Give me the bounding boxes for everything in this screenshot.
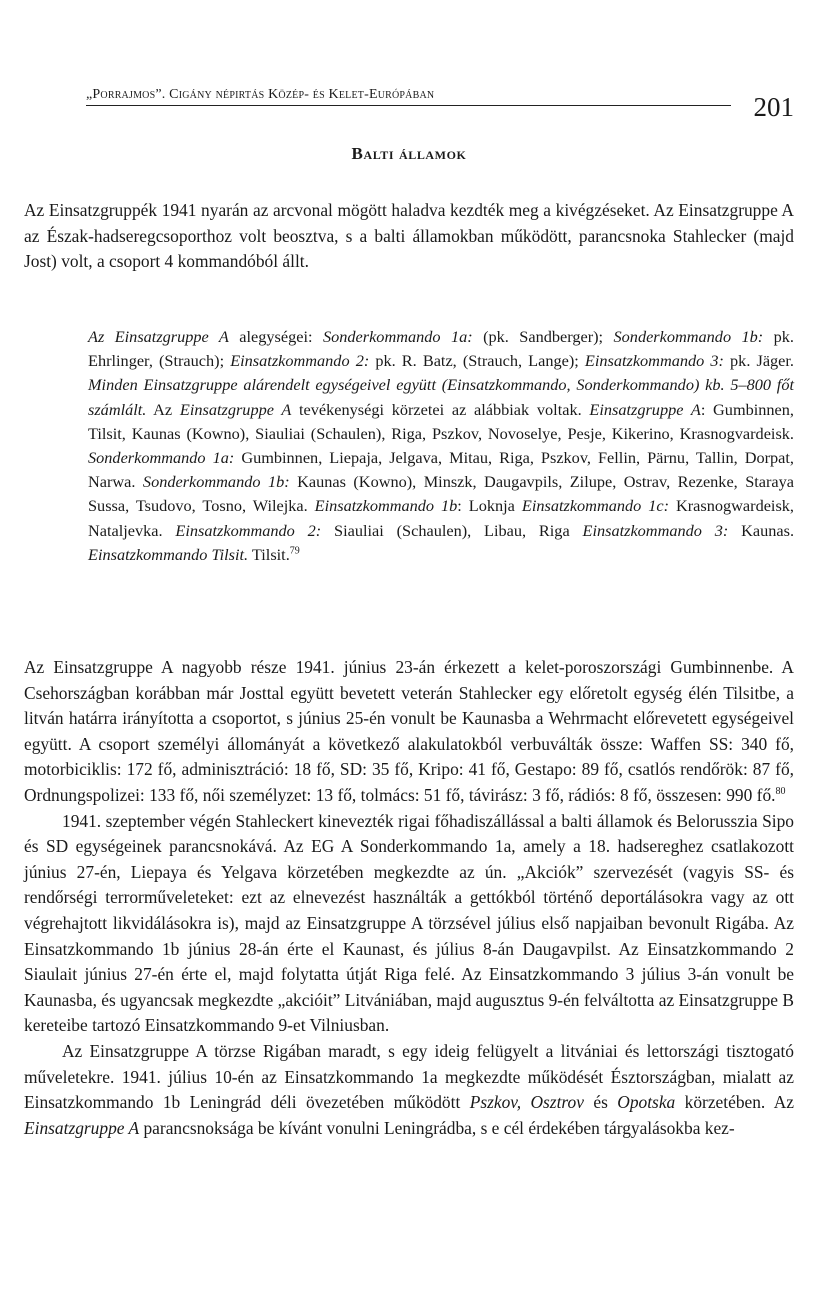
quote-text: : Gumbinnen, Tilsit, Kaunas (Kowno), Siauliai (Schaulen), Riga, Pszkov, Novoselye, Pesje, Kikerino, Krasnogvardeisk. bbox=[88, 399, 794, 443]
paragraph-intro: Az Einsatzgruppék 1941 nyarán az arcvonal mögött haladva kezdték meg a kivégzéseket. Az Einsatzgruppe A az Észak-hadseregcsoporthoz volt beosztva, s a balti államokban működött, parancsnoka Stahlecker (majd Jost) volt, a csoport 4 kommandóból állt. bbox=[24, 200, 794, 272]
page-number: 201 bbox=[753, 92, 794, 122]
footnote-ref: 80 bbox=[775, 786, 786, 798]
main-text bbox=[24, 655, 794, 1141]
text-run: és bbox=[583, 1092, 618, 1113]
text-run: Az Einsatzgruppe A törzse Rigában maradt, s egy ideig felügyelt a litvániai és lettországi tisztogató műveletekre. 1941. július 10-én az Einsatzkommando 1a megkezdte működését Észtországban, mialatt az Einsatzkommando 1b Leningrád déli övezetében működött bbox=[24, 1040, 794, 1113]
quote-italic: Minden Einsatzgruppe alárendelt egységeivel együtt (Einsatzkommando, Sonderkommando) kb. 5–800 főt számlált. bbox=[88, 375, 794, 419]
paragraph-arrival bbox=[24, 655, 794, 809]
quote-text: Az bbox=[146, 399, 180, 419]
block-quote-unit-list bbox=[88, 325, 794, 567]
quote-text: Gumbinnen, Liepaja, Jelgava, Mitau, Riga, Pszkov, Fellin, Pärnu, Tallin, Dorpat, Narwa. bbox=[88, 448, 794, 492]
text-run: körzetében. Az bbox=[675, 1092, 794, 1113]
quote-italic: Einsatzkommando 2: bbox=[175, 520, 322, 540]
quote-text: pk. Jäger. bbox=[723, 351, 795, 371]
paragraph-staff bbox=[24, 1039, 794, 1141]
quote-italic: Einsatzkommando 3: bbox=[584, 351, 724, 371]
quote-italic: Einsatzgruppe A bbox=[179, 399, 292, 419]
quote-text: Kaunas. bbox=[728, 520, 795, 540]
quote-text: Siauliai (Schaulen), Libau, Riga bbox=[321, 520, 583, 540]
text-run: parancsnoksága be kívánt vonulni Leningrádba, s e cél érdekében tárgyalásokba kez- bbox=[139, 1117, 735, 1138]
quote-text: (pk. Sandberger); bbox=[472, 327, 614, 346]
quote-text: : Loknja bbox=[457, 496, 522, 516]
quote-text: Kaunas (Kowno), Minszk, Daugavpils, Zilupe, Ostrav, Rezenke, Staraya Sussa, Tsudovo, Tosno, Wilejka. bbox=[88, 472, 795, 516]
running-title: „Porrajmos”. Cigány népirtás Közép- és Kelet-Európában bbox=[86, 87, 731, 106]
quote-italic: Einsatzkommando 2: bbox=[230, 351, 370, 371]
quote-text: tevékenységi körzetei az alábbiak voltak. bbox=[291, 399, 590, 419]
quote-italic: Sonderkommando 1a: bbox=[88, 448, 235, 468]
quote-text: pk. Ehrlinger, (Strauch); bbox=[88, 327, 794, 371]
quote-text: Krasnogwardeisk, Nataljevka. bbox=[88, 496, 795, 540]
quote-italic: Sonderkommando 1b: bbox=[613, 327, 764, 346]
section-title: Balti államok bbox=[351, 144, 467, 163]
quote-italic: Sonderkommando 1b: bbox=[142, 472, 290, 492]
quote-text: alegységei: bbox=[228, 327, 323, 346]
quote-italic: Einsatzkommando 1c: bbox=[521, 496, 670, 516]
quote-text: pk. R. Batz, (Strauch, Lange); bbox=[369, 351, 585, 371]
running-header bbox=[86, 87, 794, 106]
quote-italic: Sonderkommando 1a: bbox=[322, 327, 473, 346]
book-page bbox=[24, 0, 794, 1303]
quote-text: Tilsit. bbox=[248, 544, 290, 564]
quote-italic: Az Einsatzgruppe A bbox=[88, 327, 229, 346]
place-italic: Pszkov, Osztrov bbox=[469, 1092, 584, 1113]
paragraph-arrival-text: Az Einsatzgruppe A nagyobb része 1941. június 23-án érkezett a kelet-poroszországi Gumbinnenbe. A Csehországban korábban már Josttal együtt bevetett veterán Stahlecker egy előretolt egység élén Tilsitbe, a litván határra irányította a csoportot, s június 25-én vonult be Kaunasba a Wehrmacht előrevetett egységeivel együtt. A csoport személyi állományát a következő alakulatokból verbuválták össze: Waffen SS: 340 fő, motorbiciklis: 172 fő, adminisztráció: 18 fő, SD: 35 fő, Kripo: 41 fő, Gestapo: 89 fő, csatlós rendőrök: 87 fő, Ordnungspolizei: 133 fő, női személyzet: 13 fő, tolmács: 51 fő, távirász: 3 fő, rádiós: 8 fő, összesen: 990 fő. bbox=[24, 657, 794, 805]
paragraph-september: 1941. szeptember végén Stahleckert kinevezték rigai főhadiszállással a balti államok és Belorusszia Sipo és SD egységeinek parancsnokává. Az EG A Sonderkommando 1a, amely a 18. hadsereghez csatlakozott június 27-én, Liepaya és Yelgava körzetében megkezdte az ún. „Akciók” szervezését (vagyis SS- és rendőrségi terrorműveleteket: ezt az elnevezést használták a gettókból történő deportálásokra vagy az ott végrehajtott likvidálásokra is), majd az Einsatzgruppe A törzsével július első napjaiban bevonult Rigába. Az Einsatzkommando 1b június 28-án érte el Kaunast, és július 8-án Daugavpilst. Az Einsatzkommando 2 Siaulait június 27-én érte el, majd folytatta útját Riga felé. Az Einsatzkommando 3 július 3-án vonult be Kaunasba, és ugyancsak megkezdte „akcióit” Litvániában, majd augusztus 9-én felváltotta az Einsatzgruppe B kereteibe tartozó Einsatzkommando 9-et Vilniusban. bbox=[24, 810, 794, 1036]
footnote-ref: 79 bbox=[289, 545, 300, 557]
unit-italic: Einsatzgruppe A bbox=[24, 1117, 140, 1138]
quote-italic: Einsatzkommando 1b bbox=[314, 496, 458, 516]
quote-italic: Einsatzkommando Tilsit. bbox=[88, 544, 249, 564]
quote-italic: Einsatzgruppe A bbox=[589, 399, 701, 419]
place-italic: Opotska bbox=[617, 1092, 676, 1113]
quote-italic: Einsatzkommando 3: bbox=[582, 520, 729, 540]
